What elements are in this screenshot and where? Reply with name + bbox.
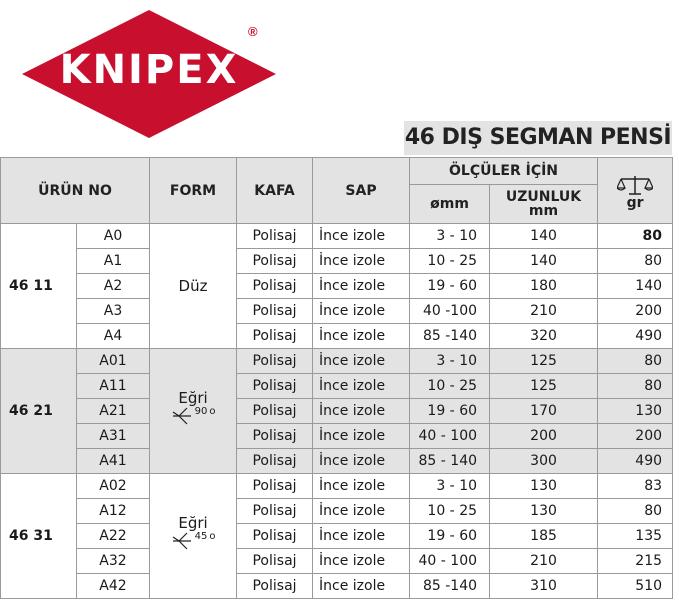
kafa-cell: Polisaj (237, 574, 313, 599)
weight-cell: 80 (598, 499, 673, 524)
length-cell: 210 (490, 549, 598, 574)
variant-code: A41 (77, 449, 150, 474)
table-body (1, 224, 673, 599)
variant-code: A4 (77, 324, 150, 349)
knipex-logo (18, 6, 280, 142)
sap-cell: İnce izole (313, 524, 410, 549)
length-cell: 140 (490, 224, 598, 249)
diameter-cell: 40 -100 (410, 299, 490, 324)
weight-cell: 140 (598, 274, 673, 299)
form-cell (150, 224, 237, 349)
table-row (1, 499, 673, 524)
weight-cell: 130 (598, 399, 673, 424)
diameter-cell: 85 -140 (410, 324, 490, 349)
weight-cell: 200 (598, 299, 673, 324)
table-row (1, 399, 673, 424)
sap-cell: İnce izole (313, 274, 410, 299)
angle-icon (171, 407, 193, 425)
table-row (1, 549, 673, 574)
logo-brand-text: KNIPEX (59, 47, 239, 93)
registered-mark: ® (248, 24, 258, 39)
kafa-cell: Polisaj (237, 324, 313, 349)
variant-code: A22 (77, 524, 150, 549)
angle-indicator (171, 532, 216, 550)
length-cell: 125 (490, 374, 598, 399)
kafa-cell: Polisaj (237, 549, 313, 574)
sap-cell: İnce izole (313, 549, 410, 574)
diameter-cell: 19 - 60 (410, 524, 490, 549)
table-row (1, 424, 673, 449)
diameter-cell: 40 - 100 (410, 424, 490, 449)
length-cell: 130 (490, 474, 598, 499)
weight-cell: 80 (598, 349, 673, 374)
sap-cell: İnce izole (313, 574, 410, 599)
sap-cell: İnce izole (313, 349, 410, 374)
weight-cell: 510 (598, 574, 673, 599)
table-row (1, 274, 673, 299)
diameter-cell: 85 - 140 (410, 449, 490, 474)
degree-symbol: o (209, 406, 216, 417)
variant-code: A42 (77, 574, 150, 599)
form-label: Eğri (178, 389, 208, 407)
form-label: Eğri (178, 514, 208, 532)
table-row (1, 474, 673, 499)
kafa-cell: Polisaj (237, 424, 313, 449)
variant-code: A32 (77, 549, 150, 574)
length-cell: 180 (490, 274, 598, 299)
diameter-cell: 10 - 25 (410, 374, 490, 399)
sap-cell: İnce izole (313, 249, 410, 274)
angle-indicator (171, 407, 216, 425)
variant-code: A21 (77, 399, 150, 424)
form-label: Düz (178, 277, 208, 295)
diameter-cell: 19 - 60 (410, 274, 490, 299)
variant-code: A0 (77, 224, 150, 249)
table-row (1, 449, 673, 474)
variant-code: A1 (77, 249, 150, 274)
kafa-cell: Polisaj (237, 249, 313, 274)
page-title: 46 DIŞ SEGMAN PENSİ (404, 121, 672, 155)
angle-value: 90 (194, 406, 208, 417)
table-row (1, 324, 673, 349)
spec-table (0, 157, 673, 599)
header-uzunluk (490, 185, 598, 224)
weight-cell: 83 (598, 474, 673, 499)
variant-code: A11 (77, 374, 150, 399)
variant-code: A02 (77, 474, 150, 499)
weight-cell: 80 (598, 249, 673, 274)
weight-unit: gr (626, 194, 644, 211)
kafa-cell: Polisaj (237, 374, 313, 399)
kafa-cell: Polisaj (237, 349, 313, 374)
diameter-cell: 85 -140 (410, 574, 490, 599)
sap-cell: İnce izole (313, 399, 410, 424)
table-row (1, 524, 673, 549)
kafa-cell: Polisaj (237, 499, 313, 524)
header-kafa: KAFA (237, 158, 313, 224)
diameter-cell: 10 - 25 (410, 249, 490, 274)
variant-code: A01 (77, 349, 150, 374)
sap-cell: İnce izole (313, 299, 410, 324)
variant-code: A12 (77, 499, 150, 524)
diameter-cell: 19 - 60 (410, 399, 490, 424)
length-cell: 320 (490, 324, 598, 349)
header-urun-no: ÜRÜN NO (1, 158, 150, 224)
length-cell: 125 (490, 349, 598, 374)
length-cell: 210 (490, 299, 598, 324)
table-row (1, 349, 673, 374)
weight-cell: 135 (598, 524, 673, 549)
sap-cell: İnce izole (313, 499, 410, 524)
sap-cell: İnce izole (313, 474, 410, 499)
variant-code: A31 (77, 424, 150, 449)
product-number: 46 31 (1, 474, 77, 599)
kafa-cell: Polisaj (237, 399, 313, 424)
uzunluk-label: UZUNLUK (505, 189, 582, 205)
table-row (1, 249, 673, 274)
header-olculer: ÖLÇÜLER İÇİN (410, 158, 598, 185)
table-row (1, 574, 673, 599)
degree-symbol: o (209, 531, 216, 542)
length-cell: 140 (490, 249, 598, 274)
length-cell: 310 (490, 574, 598, 599)
kafa-cell: Polisaj (237, 524, 313, 549)
uzunluk-unit: mm (528, 203, 559, 219)
angle-value: 45 (194, 531, 208, 542)
weight-cell: 490 (598, 449, 673, 474)
form-cell (150, 474, 237, 599)
kafa-cell: Polisaj (237, 474, 313, 499)
table-row (1, 374, 673, 399)
angle-icon (171, 532, 193, 550)
sap-cell: İnce izole (313, 224, 410, 249)
length-cell: 185 (490, 524, 598, 549)
variant-code: A2 (77, 274, 150, 299)
sap-cell: İnce izole (313, 424, 410, 449)
header-diameter: ømm (410, 185, 490, 224)
weight-cell: 80 (598, 224, 673, 249)
scale-icon (617, 174, 653, 196)
kafa-cell: Polisaj (237, 224, 313, 249)
diameter-cell: 3 - 10 (410, 474, 490, 499)
table-row (1, 224, 673, 249)
weight-cell: 80 (598, 374, 673, 399)
weight-cell: 215 (598, 549, 673, 574)
weight-cell: 200 (598, 424, 673, 449)
kafa-cell: Polisaj (237, 299, 313, 324)
table-header (1, 158, 673, 224)
length-cell: 300 (490, 449, 598, 474)
header-form: FORM (150, 158, 237, 224)
header-sap: SAP (313, 158, 410, 224)
sap-cell: İnce izole (313, 374, 410, 399)
weight-cell: 490 (598, 324, 673, 349)
diameter-cell: 10 - 25 (410, 499, 490, 524)
kafa-cell: Polisaj (237, 449, 313, 474)
header-weight (598, 158, 673, 224)
diameter-cell: 3 - 10 (410, 224, 490, 249)
table-row (1, 299, 673, 324)
sap-cell: İnce izole (313, 449, 410, 474)
length-cell: 170 (490, 399, 598, 424)
product-number: 46 11 (1, 224, 77, 349)
length-cell: 130 (490, 499, 598, 524)
diameter-cell: 40 - 100 (410, 549, 490, 574)
variant-code: A3 (77, 299, 150, 324)
sap-cell: İnce izole (313, 324, 410, 349)
diameter-cell: 3 - 10 (410, 349, 490, 374)
form-cell (150, 349, 237, 474)
length-cell: 200 (490, 424, 598, 449)
kafa-cell: Polisaj (237, 274, 313, 299)
product-number: 46 21 (1, 349, 77, 474)
